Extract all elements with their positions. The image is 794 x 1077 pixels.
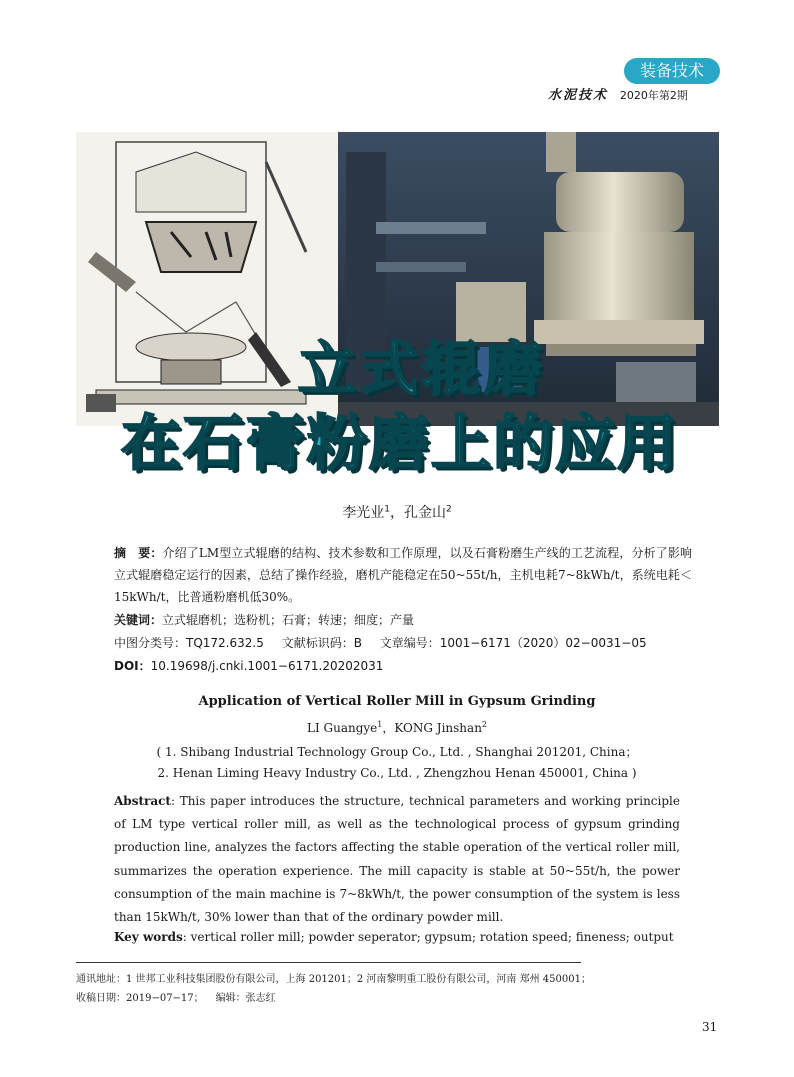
keywords-en-label: Key words xyxy=(114,930,183,944)
english-author-1: LI Guangye xyxy=(306,721,378,735)
page-number: 31 xyxy=(702,1020,718,1034)
keywords-cn-text: 立式辊磨机；选粉机；石膏；转速；细度；产量 xyxy=(162,613,415,627)
classification-line xyxy=(114,632,692,654)
keywords-cn xyxy=(114,609,692,631)
abstract-cn xyxy=(114,542,692,608)
abstract-en xyxy=(114,790,680,929)
keywords-en-text: : vertical roller mill; powder seperator; gypsum; rotation speed; fineness; output xyxy=(182,930,674,944)
section-badge: 装备技术 xyxy=(624,58,720,84)
title-line-2: 在石膏粉磨上的应用 xyxy=(121,409,679,479)
footnote-divider xyxy=(76,962,581,963)
abstract-cn-text: 介绍了LM型立式辊磨的结构、技术参数和工作原理，以及石膏粉磨生产线的工艺流程，分析了影响立式辊磨稳定运行的因素，总结了操作经验，磨机产能稳定在50~55t/h，主机电耗7~8kWh/t，系统电耗＜15kWh/t，比普通粉磨机低30%。 xyxy=(114,546,692,604)
doi-label: DOI： xyxy=(114,659,151,673)
document-code: 文献标识码：B xyxy=(281,636,362,650)
author-2: 孔金山 xyxy=(404,505,446,521)
doi-value: 10.19698/j.cnki.1001−6171.20202031 xyxy=(150,659,384,673)
english-author-2-affiliation: 2 xyxy=(481,720,488,729)
abstract-cn-label: 摘 要： xyxy=(114,546,163,560)
english-authors xyxy=(0,719,794,736)
author-separator: ， xyxy=(390,505,404,521)
english-title: Application of Vertical Roller Mill in Gypsum Grinding xyxy=(198,694,596,709)
article-number: 文章编号：1001−6171（2020）02−0031−05 xyxy=(379,636,647,650)
english-author-1-affiliation: 1 xyxy=(377,720,383,729)
editor-credit: 编辑：张志红 xyxy=(215,993,276,1004)
affiliation-1: ( 1. Shibang Industrial Technology Group Co., Ltd. , Shanghai 201201, China； xyxy=(156,745,638,759)
english-author-2: KONG Jinshan xyxy=(394,721,482,735)
author-1-affiliation: 1 xyxy=(384,504,390,515)
author-2-affiliation: 2 xyxy=(446,504,452,515)
received-date: 收稿日期：2019−07−17； xyxy=(76,993,204,1004)
title-line-1: 立式辊磨 xyxy=(297,335,546,403)
footnote-address: 通讯地址：1 世邦工业科技集团股份有限公司，上海 201201；2 河南黎明重工股份有限公司，河南 郑州 450001； xyxy=(76,974,591,985)
english-author-separator: ， xyxy=(382,721,395,735)
footnote-dates xyxy=(76,989,288,1004)
keywords-en xyxy=(114,930,680,944)
keywords-cn-label: 关键词： xyxy=(114,613,163,627)
doi-line xyxy=(114,655,692,677)
journal-masthead xyxy=(548,84,688,103)
authors-cn xyxy=(0,502,794,522)
affiliation-2: 2. Henan Liming Heavy Industry Co., Ltd. , Zhengzhou Henan 450001, China ) xyxy=(157,766,637,780)
author-1: 李光业 xyxy=(342,505,385,521)
journal-issue: 2020年第2期 xyxy=(619,89,688,102)
abstract-en-label: Abstract xyxy=(114,794,171,808)
journal-name: 水泥技术 xyxy=(548,88,609,103)
clc-number: 中图分类号：TQ172.632.5 xyxy=(114,636,264,650)
abstract-en-text: : This paper introduces the structure, technical parameters and working principle of LM type vertical roller mill, as well as the technological process of gypsum grinding production line, analyzes the factors affecting the stable operation of the vertical roller mill, summarizes the operation experience. The mill capacity is stable at 50~55t/h, the power consumption of the main machine is 7~8kWh/t, the power consumption of the system is less than 15kWh/t, 30% lower than that of the ordinary powder mill. xyxy=(114,794,680,925)
